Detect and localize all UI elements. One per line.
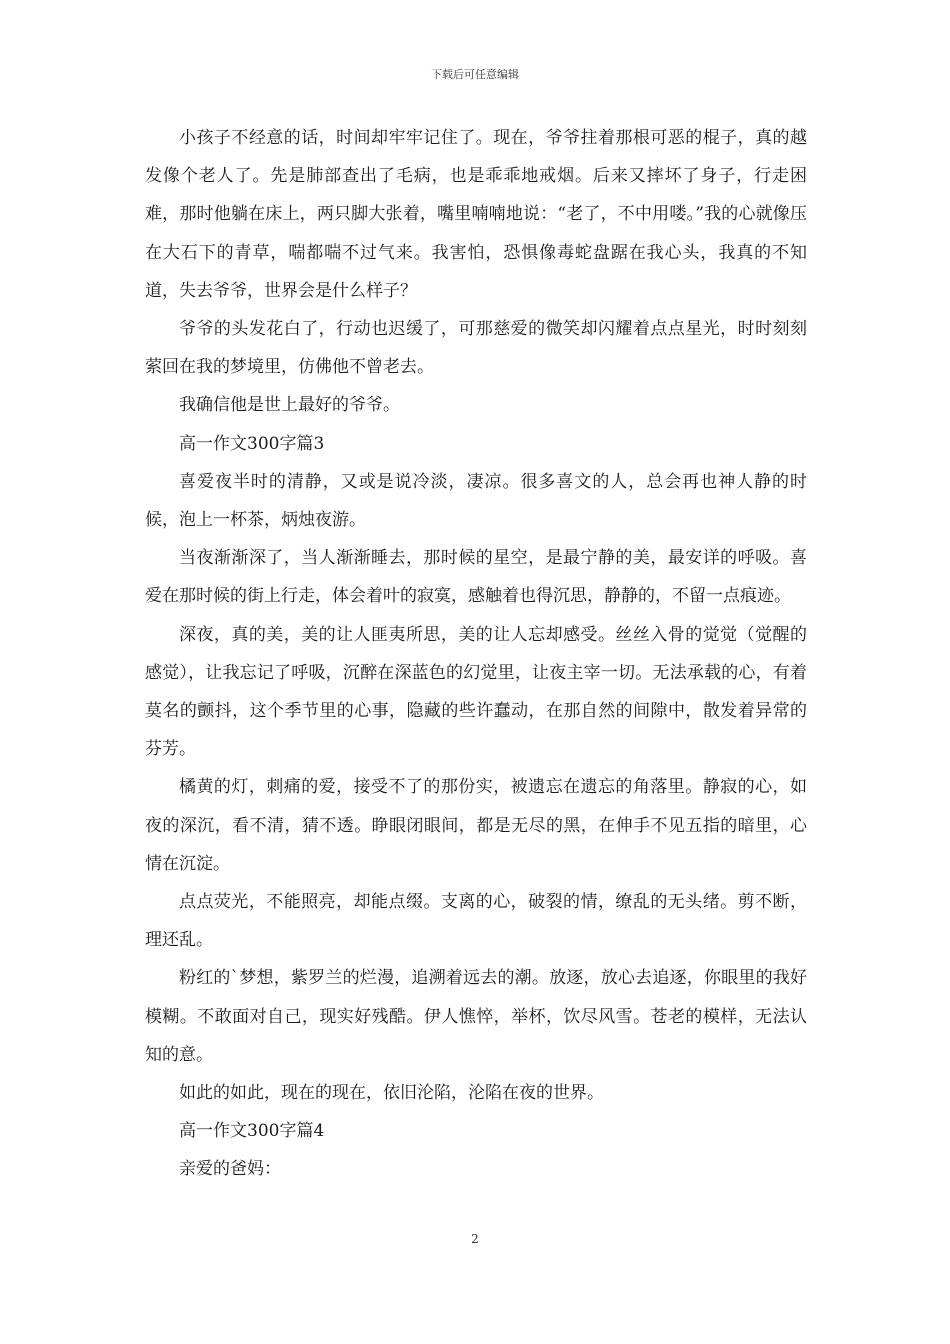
paragraph: 橘黄的灯，刺痛的爱，接受不了的那份实，被遗忘在遗忘的角落里。静寂的心，如夜的深沉，看不清，猜不透。睁眼闭眼间，都是无尽的黑，在伸手不见五指的暗里，心情在沉淀。	[145, 777, 807, 874]
section-heading: 高一作文300字篇3	[179, 433, 325, 454]
page-number: 2	[471, 1232, 479, 1246]
paragraph: 我确信他是世上最好的爷爷。	[179, 395, 400, 416]
page-header: 下载后可任意编辑	[431, 68, 519, 81]
paragraph: 小孩子不经意的话，时间却牢牢记住了。现在，爷爷拄着那根可恶的棍子，真的越发像个老人了。先是肺部查出了毛病，也是乖乖地戒烟。后来又摔坏了身子，行走困难，那时他躺在床上，两只脚大张着，嘴里喃喃地说：“老了，不中用喽。”我的心就像压在大石下的青草，喘都喘不过气来。我害怕，恐惧像毒蛇盘踞在我心头，我真的不知道，失去爷爷，世界会是什么样子？	[145, 128, 807, 301]
paragraph: 喜爱夜半时的清静，又或是说冷淡，凄凉。很多喜文的人，总会再也神人静的时候，泡上一杯茶，炳烛夜游。	[145, 471, 807, 531]
document-body	[145, 119, 807, 1189]
section-heading: 高一作文300字篇4	[179, 1121, 325, 1142]
paragraph: 粉红的`梦想，紫罗兰的烂漫，追溯着远去的潮。放逐，放心去追逐，你眼里的我好模糊。不敢面对自己，现实好残酷。伊人憔悴，举杯，饮尽风雪。苍老的模样，无法认知的意。	[145, 968, 807, 1065]
paragraph: 如此的如此，现在的现在，依旧沦陷，沦陷在夜的世界。	[179, 1083, 604, 1104]
paragraph: 爷爷的头发花白了，行动也迟缓了，可那慈爱的微笑却闪耀着点点星光，时时刻刻萦回在我的梦境里，仿佛他不曾老去。	[145, 319, 807, 378]
paragraph: 点点荧光，不能照亮，却能点缀。支离的心，破裂的情，缭乱的无头绪。剪不断，理还乱。	[145, 892, 807, 951]
paragraph: 深夜，真的美，美的让人匪夷所思，美的让人忘却感受。丝丝入骨的觉觉（觉醒的感觉），让我忘记了呼吸，沉醉在深蓝色的幻觉里，让夜主宰一切。无法承载的心，有着莫名的颤抖，这个季节里的心事，隐藏的些许蠢动，在那自然的间隙中，散发着异常的芬芳。	[145, 624, 807, 760]
paragraph: 当夜渐渐深了，当人渐渐睡去，那时候的星空，是最宁静的美，最安详的呼吸。喜爱在那时候的街上行走，体会着叶的寂寞，感触着也得沉思，静静的，不留一点痕迹。	[145, 548, 807, 607]
paragraph: 亲爱的爸妈：	[179, 1159, 281, 1180]
